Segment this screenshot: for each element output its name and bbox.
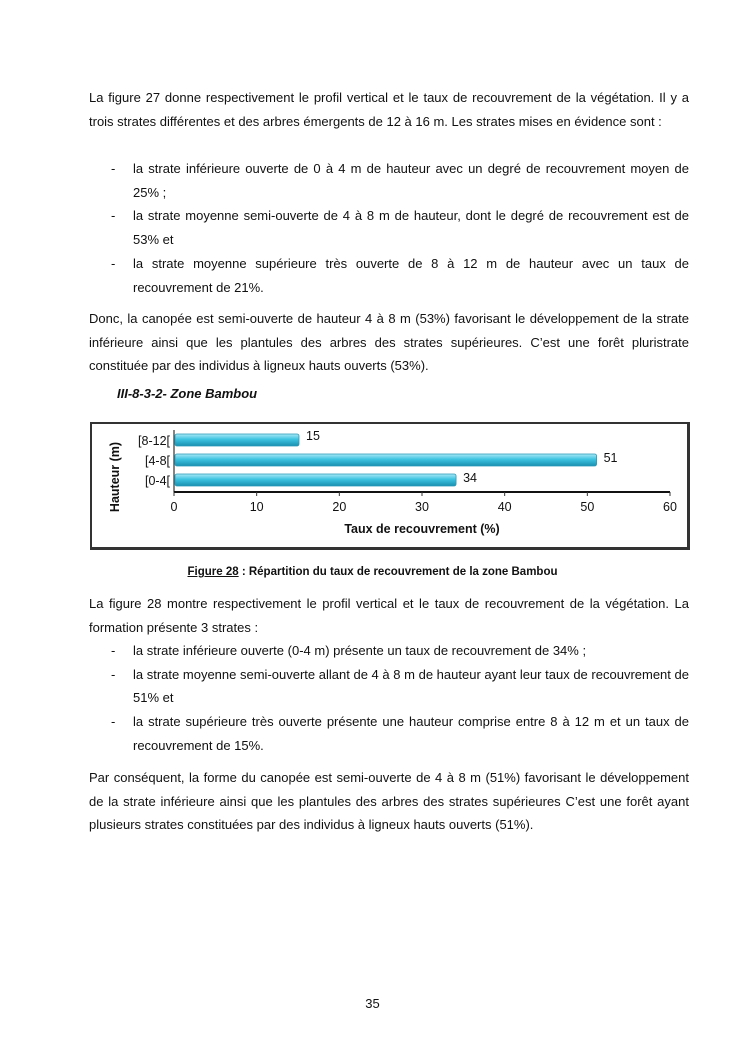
bar-value-label: 51 [603,451,618,465]
list-item [89,252,689,299]
x-tick-label: 30 [415,500,429,514]
x-tick-label: 40 [497,500,512,514]
list-item [89,639,689,663]
figure-caption-text: : Répartition du taux de recouvrement de la zone Bambou [238,566,558,578]
y-category-label: [8-12[ [138,434,170,448]
y-axis-title: Hauteur (m) [108,441,122,513]
analysis-paragraph: La figure 28 montre respectivement le profil vertical et le taux de recouvrement de la végétation. La formation présente 3 strates : [89,596,689,635]
analysis-bullet-list [89,639,689,758]
x-tick-label: 60 [663,500,677,514]
bullet-dash: - [111,643,116,658]
bullet-dash: - [111,666,116,682]
x-tick-label: 10 [249,500,264,514]
section-heading: III-8-3-2- Zone Bambou [117,386,258,401]
x-tick-label: 20 [332,500,347,514]
bullet-text: la strate inférieure ouverte de 0 à 4 m de hauteur avec un degré de recouvrement moyen de 25% ; [133,161,689,200]
bar-chart [92,424,688,547]
bullet-text: la strate moyenne semi-ouverte allant de 4 à 8 m de hauteur ayant leur taux de recouvrement de 51% et [133,666,689,706]
page-number: 35 [365,996,380,1011]
list-item [89,710,689,757]
x-tick-label: 0 [170,500,178,514]
list-item [89,663,689,710]
bullet-text: la strate supérieure très ouverte présente une hauteur comprise entre 8 à 12 m et un taux de recouvrement de 15%. [133,714,689,753]
figure-caption [0,566,745,578]
bullet-dash: - [111,208,116,224]
bar-value-label: 15 [306,429,320,443]
list-item [89,157,689,204]
bullet-dash: - [111,255,116,271]
bullet-dash: - [111,714,116,730]
bullet-text: la strate moyenne supérieure très ouverte de 8 à 12 m de hauteur avec un taux de recouvrement de 21%. [133,255,689,295]
analysis-conclusion: Par conséquent, la forme du canopée est semi-ouverte de 4 à 8 m (51%) favorisant le développement de la strate inférieure ainsi que les plantules des arbres des strates supérieures C’est une forêt ayant plusieurs strates constituées par des individus à ligneux hauts ouverts (51%). [89,770,689,833]
figure-label: Figure 28 [187,566,239,578]
bar [175,434,299,446]
intro-conclusion: Donc, la canopée est semi-ouverte de hauteur 4 à 8 m (53%) favorisant le développement de la strate inférieure ainsi que les plantules des arbres des strates supérieures. C’est une forêt pluristrate constituée par des individus à ligneux hauts ouverts (53%). [89,311,689,374]
bar [175,474,456,486]
bar-value-label: 34 [463,471,477,485]
x-axis-title: Taux de recouvrement (%) [344,522,500,536]
bar [175,454,597,466]
y-category-label: [4-8[ [144,454,170,468]
intro-paragraph: La figure 27 donne respectivement le profil vertical et le taux de recouvrement de la végétation. Il y a trois strates différentes et des arbres émergents de 12 à 16 m. Les strates mises en évidence sont : [89,90,689,129]
chart-frame [90,422,690,550]
intro-bullet-list [89,157,689,299]
list-item [89,204,689,251]
bullet-dash: - [111,161,116,176]
bullet-text: la strate inférieure ouverte (0-4 m) présente un taux de recouvrement de 34% ; [133,643,587,658]
bullet-text: la strate moyenne semi-ouverte de 4 à 8 m de hauteur, dont le degré de recouvrement est de 53% et [133,208,689,248]
x-tick-label: 50 [580,500,595,514]
y-category-label: [0-4[ [144,474,170,488]
